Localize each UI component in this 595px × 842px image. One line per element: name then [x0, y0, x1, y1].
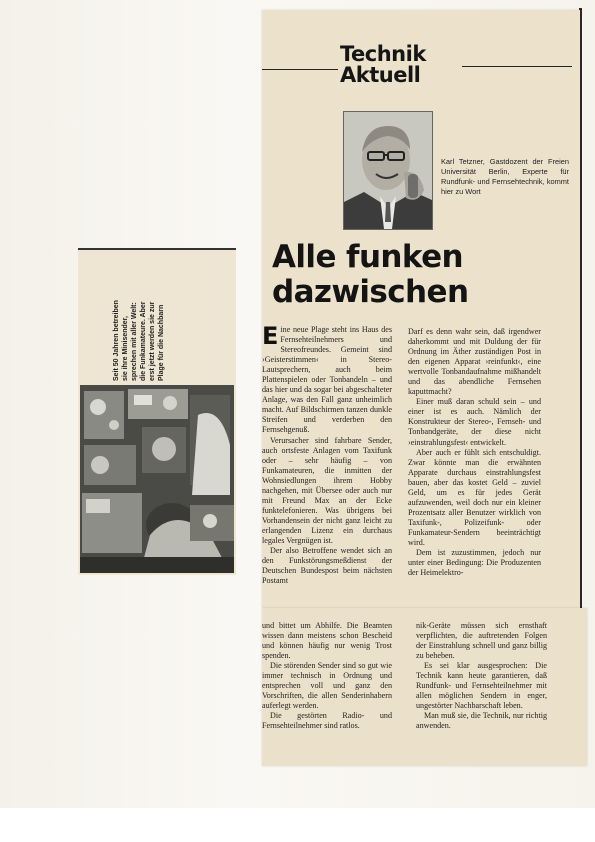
- headline-line1: Alle funken: [272, 239, 463, 275]
- paragraph: Man muß sie, die Technik, nur richtig anwenden.: [416, 711, 547, 731]
- logo-line2: Aktuell: [340, 63, 421, 87]
- paragraph: Verursacher sind fahrbare Sender, auch ortsfeste Anlagen vom Taxifunk oder – sehr häufig – von Funkamateuren, die inmitten der Wohnsiedlungen ihrem Hobby nachgehen, mit Übersee oder auch nur mit Freund Max an der Ecke funktelefonieren. Was übrigens bei Vorhandensein der nicht ganz leicht zu erlangenden Lizenz ein durchaus legales Vergnügen ist.: [262, 435, 392, 545]
- header-rule-left: [262, 69, 338, 70]
- portrait-illustration: [344, 112, 432, 229]
- paragraph: Die gestörten Radio- und Fernsehteilnehmer sind ratlos.: [262, 711, 392, 731]
- paragraph: Darf es denn wahr sein, daß irgendwer daherkommt und mit Duldung der für Ordnung im Äther zuständigen Post in den eigenen Apparat ›reinfunkt‹, eine wertvolle Tonbandaufnahme mißhandelt und das abendliche Fernsehen kaputtmacht?: [408, 327, 541, 397]
- article-headline: [272, 240, 572, 310]
- paragraph: Die störenden Sender sind so gut wie immer technisch in Ordnung und entsprechen voll und ganz den Vorschriften, die allen Senderinhabern auferlegt werden.: [262, 661, 392, 711]
- radio-equipment-illustration: [80, 385, 234, 573]
- headline-line2: dazwischen: [272, 274, 469, 310]
- side-clipping-text: Seit 50 Jahren betreiben sie ihre Minisender, sprechen mit aller Welt: die Funkamateure. Aber erst jetzt werden sie zur Plage für die Nachbarn: [113, 300, 165, 381]
- paragraph: Es sei klar ausgesprochen: Die Technik kann heute garantieren, daß Rundfunk- und Fernsehteilnehmer mit allen möglichen Sendern in enger, ungestörter Nachbarschaft leben.: [416, 661, 547, 711]
- paragraph: nik-Geräte müssen sich ernsthaft verpflichten, die auftretenden Folgen der Einstrahlung schnell und ganz billig zu beheben.: [416, 621, 547, 661]
- paragraph: Eine neue Plage steht ins Haus des Fernsehteilnehmers und Stereofreundes. Gemeint sind ›Geisterstimmen‹ in Stereo-Lautsprechern, auch beim Plattenspielen oder Tonbandeln – und das hier und da sogar bei abgeschalteter Anlage, was den Fall ganz unheimlich macht. Auf Bildschirmen tanzen dunkle Streifen und verderben den Fernsehgenuß.: [262, 322, 392, 435]
- paragraph: Der also Betroffene wendet sich an den Funkstörungsmeßdienst der Deutschen Bundespost beim nächsten Postamt: [262, 546, 392, 586]
- radio-operator-photo: [80, 385, 234, 573]
- paragraph: Einer muß daran schuld sein – und einer ist es auch. Nämlich der Konstrukteur der Stereo-, Fernseh- und Tonbandgeräte, der diese nicht ›einstrahlungsfest‹ entwickelt.: [408, 397, 541, 447]
- side-clipping-text-box: [112, 291, 192, 381]
- article-column-4: [416, 621, 547, 732]
- paragraph: Dem ist zuzustimmen, jedoch nur unter einer Bedingung: Die Produzenten der Heimelektro-: [408, 548, 541, 578]
- drop-cap: E: [262, 322, 279, 350]
- article-column-2: [408, 327, 541, 578]
- paragraph: Aber auch er fühlt sich entschuldigt. Zwar könnte man die erwähnten Apparate durchaus einstrahlungsfest bauen, aber das kostet Geld – zuviel Geld, um es für jedes Gerät aufzuwenden, weil doch nur ein kleiner Prozentsatz aller Benutzer wirklich von Taxifunk-, Polizeifunk- oder Funkamateur-Sendern beeinträchtigt wird.: [408, 447, 541, 547]
- portrait-photo: [343, 111, 433, 230]
- article-column-1: [262, 322, 392, 586]
- article-column-3: [262, 621, 392, 732]
- scan-bottom-margin: [0, 808, 595, 842]
- portrait-caption: Karl Tetzner, Gastdozent der Freien Universität Berlin, Experte für Rundfunk- und Fernsehtechnik, kommt hier zu Wort: [441, 157, 569, 196]
- technik-aktuell-logo: [340, 44, 460, 86]
- logo-line1: Technik: [340, 42, 426, 66]
- header-rule-right: [462, 66, 572, 67]
- paragraph: und bittet um Abhilfe. Die Beamten wissen dann meistens schon Bescheid und können häufig nur wenig Trost spenden.: [262, 621, 392, 661]
